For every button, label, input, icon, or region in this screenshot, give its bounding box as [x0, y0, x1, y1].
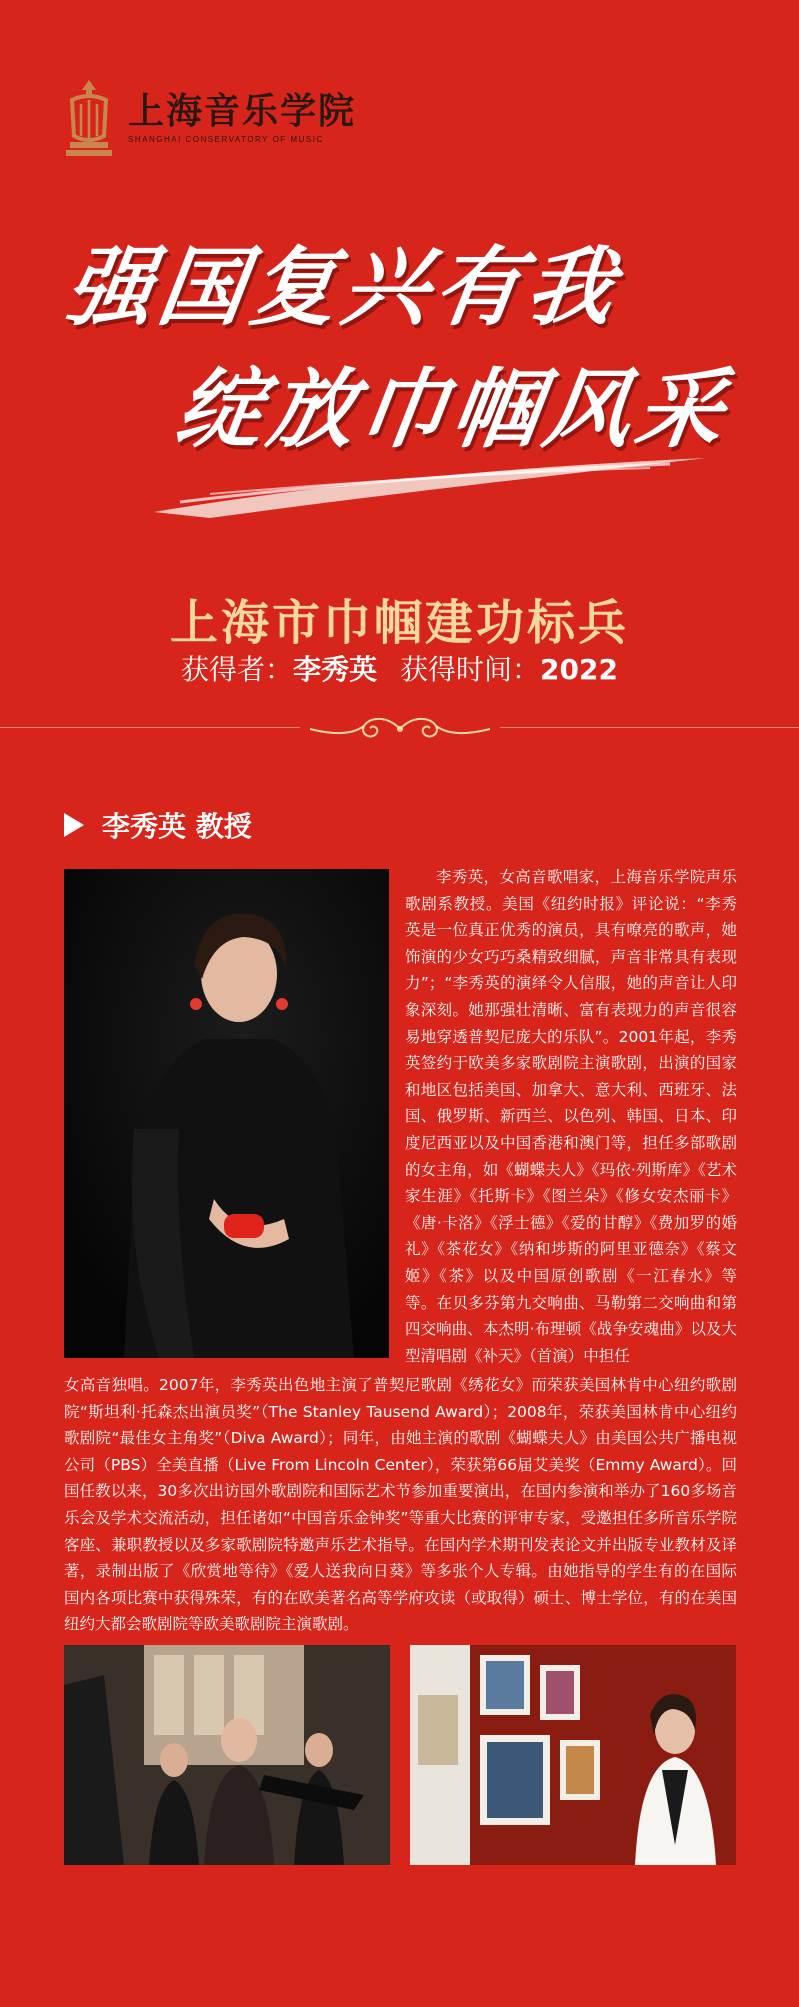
profile-heading-text: 李秀英 教授 [102, 810, 252, 843]
bio-paragraph-part-2: 女高音独唱。2007年，李秀英出色地主演了普契尼歌剧《绣花女》而荣获美国林肯中心纽约歌剧院“斯坦利·托森杰出演员奖”（The Stanley Tausend Award）；2008年，荣获美国林肯中心纽约歌剧院“最佳女主角奖”（Diva Award）；同年，由她主演的歌剧《蝴蝶夫人》由美国公共广播电视公司（PBS）全美直播（Live From Lincoln Center），荣获第66届艾美奖（Emmy Award）。回国任教以来，30多次出访国外歌剧院和国际艺术节参加重要演出，在国内参演和举办了160多场音乐会及学术交流活动，担任诸如“中国音乐金钟奖”等重大比赛的评审专家，受邀担任多所音乐学院客座、兼职教授以及多家歌剧院特邀声乐艺术指导。在国内学术期刊发表论文并出版专业教材及译著，录制出版了《欣赏地等待》《爱人送我向日葵》等多张个人专辑。由她指导的学生有的在国际国内各项比赛中获得殊荣，有的在欧美著名高等学府攻读（或取得）硕士、博士学位，有的在美国纽约大都会歌剧院等欧美歌剧院主演歌剧。 [64, 1376, 737, 1634]
winner-label: 获得者： [181, 653, 294, 686]
conservatory-emblem-icon [64, 78, 114, 158]
profile-heading [64, 805, 252, 845]
award-year: 2022 [540, 653, 618, 686]
performance-photo [64, 1645, 390, 1865]
gallery-photo [410, 1645, 736, 1865]
logo-name-cn: 上海音乐学院 [128, 89, 357, 132]
slogan-line-1: 强国复兴有我 [59, 237, 627, 338]
award-title: 上海市巾帼建功标兵 [169, 595, 629, 651]
time-label: 获得时间： [399, 653, 540, 686]
scroll-ornament-icon [300, 712, 500, 746]
play-triangle-icon [64, 813, 84, 837]
logo [64, 78, 356, 158]
logo-text [128, 89, 357, 144]
award-meta [0, 648, 799, 688]
slogan-line-2: 绽放巾帼风采 [169, 359, 737, 460]
portrait-photo [64, 869, 389, 1358]
logo-name-en: SHANGHAI CONSERVATORY OF MUSIC [128, 134, 324, 144]
bio-paragraph-part-1: 李秀英，女高音歌唱家，上海音乐学院声乐歌剧系教授。美国《纽约时报》评论说：“李秀英是一位真正优秀的演员，具有嘹亮的歌声，她饰演的少女巧巧桑精致细腻，声音非常具有表现力”；“李秀英的演绎令人信服，她的声音让人印象深刻。她那强壮清晰、富有表现力的声音很容易地穿透普契尼庞大的乐队”。2001年起，李秀英签约于欧美多家歌剧院主演歌剧，出演的国家和地区包括美国、加拿大、意大利、西班牙、法国、俄罗斯、新西兰、以色列、韩国、日本、印度尼西亚以及中国香港和澳门等，担任多部歌剧的女主角，如《蝴蝶夫人》《玛依·列斯库》《艺术家生涯》《托斯卡》《图兰朵》《修女安杰丽卡》《唐·卡洛》《浮士德》《爱的甘醇》《费加罗的婚礼》《茶花女》《纳和埗斯的阿里亚德奈》《蔡文姬》《茶》以及中国原创歌剧《一江春水》等等。在贝多芬第九交响曲、马勒第二交响曲和第四交响曲、本杰明·布理顿《战争安魂曲》以及大型清唱剧《补天》（首演）中担任 [405, 868, 737, 1365]
brush-stroke [150, 452, 710, 522]
winner-name: 李秀英 [293, 653, 378, 686]
